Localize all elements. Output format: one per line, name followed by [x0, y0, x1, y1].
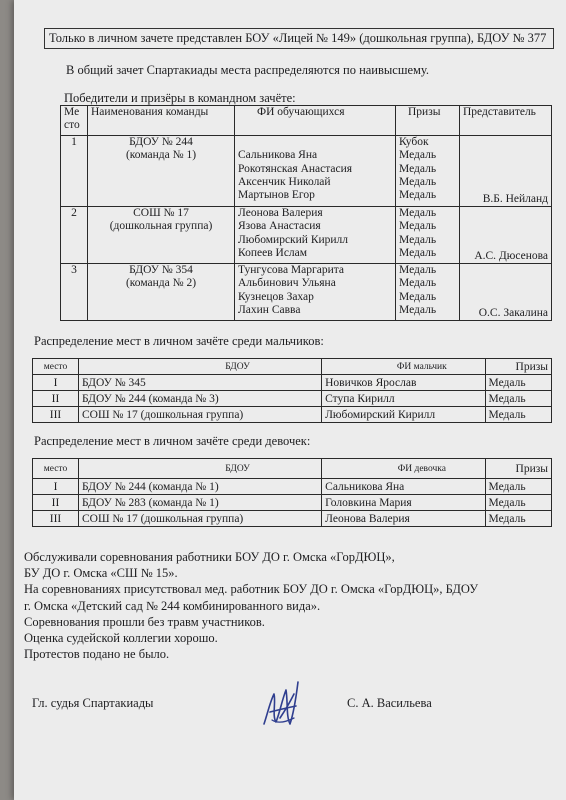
prizes: Медаль Медаль Медаль Медаль	[396, 207, 460, 264]
header-note: Только в личном зачете представлен БОУ «Лицей № 149» (дошкольная группа), БДОУ № 377	[49, 31, 547, 45]
team-results-table	[60, 105, 552, 321]
school: БДОУ № 244 (команда № 1)	[78, 479, 321, 495]
prize: Медаль	[485, 511, 551, 527]
header-students: ФИ обучающихся	[235, 106, 396, 136]
header-team: Наименования команды	[88, 106, 235, 136]
girl-name: Леонова Валерия	[322, 511, 485, 527]
closing-line: Оценка судейской коллегии хорошо.	[24, 631, 218, 646]
girls-results-table	[32, 458, 552, 527]
girl-name: Сальникова Яна	[322, 479, 485, 495]
boy-name: Новичков Ярослав	[322, 375, 485, 391]
closing-line: г. Омска «Детский сад № 244 комбинированного вида».	[24, 598, 321, 613]
place: I	[33, 375, 79, 391]
place: II	[33, 495, 79, 511]
header-school: БДОУ	[78, 459, 321, 479]
representative: В.Б. Нейланд	[460, 136, 552, 207]
girl-name: Головкина Мария	[322, 495, 485, 511]
table-row	[33, 495, 552, 511]
prize: Медаль	[485, 495, 551, 511]
prize: Медаль	[485, 391, 551, 407]
closing-line: Соревнования прошли без травм участников.	[24, 614, 265, 629]
header-prizes: Призы	[485, 359, 551, 375]
boys-table-header	[33, 359, 552, 375]
place: III	[33, 407, 79, 423]
prizes: Медаль Медаль Медаль Медаль	[396, 264, 460, 321]
header-place: место	[33, 459, 79, 479]
prize: Медаль	[485, 407, 551, 423]
closing-line: Протестов подано не было.	[24, 647, 170, 662]
school: СОШ № 17 (дошкольная группа)	[78, 511, 321, 527]
students: Сальникова Яна Рокотянская Анастасия Аксенчик Николай Мартынов Егор	[235, 136, 396, 207]
table-row	[61, 136, 552, 207]
representative: А.С. Дюсенова	[460, 207, 552, 264]
closing-line: На соревнованиях присутствовал мед. работник БОУ ДО г. Омска «ГорДЮЦ», БДОУ	[24, 582, 479, 597]
team-heading: Победители и призёры в командном зачёте:	[64, 91, 296, 105]
closing-line: Обслуживали соревнования работники БОУ ДО г. Омска «ГорДЮЦ»,	[24, 550, 395, 564]
boys-results-table	[32, 358, 552, 423]
handwritten-signature	[250, 672, 310, 732]
school: БДОУ № 283 (команда № 1)	[78, 495, 321, 511]
header-place: место	[33, 359, 79, 375]
representative: О.С. Закалина	[460, 264, 552, 321]
team-name: БДОУ № 354 (команда № 2)	[88, 264, 235, 321]
boys-heading: Распределение мест в личном зачёте среди мальчиков:	[34, 334, 324, 348]
prize: Медаль	[485, 375, 551, 391]
team-table-header	[61, 106, 552, 136]
intro-text: В общий зачет Спартакиады места распределяются по наивысшему.	[66, 63, 430, 77]
girls-table-header	[33, 459, 552, 479]
place: I	[33, 479, 79, 495]
closing-line: БУ ДО г. Омска «СШ № 15».	[24, 566, 178, 581]
boy-name: Ступа Кирилл	[322, 391, 485, 407]
place: 2	[61, 207, 88, 264]
judge-name: С. А. Васильева	[347, 696, 432, 710]
girls-heading: Распределение мест в личном зачёте среди девочек:	[34, 434, 311, 448]
header-prizes: Призы	[396, 106, 460, 136]
table-row	[33, 479, 552, 495]
prizes: Кубок Медаль Медаль Медаль Медаль	[396, 136, 460, 207]
team-name: СОШ № 17 (дошкольная группа)	[88, 207, 235, 264]
header-boy-name: ФИ мальчик	[322, 359, 485, 375]
header-note-box	[44, 28, 554, 49]
table-row	[33, 391, 552, 407]
judge-role: Гл. судья Спартакиады	[32, 696, 154, 710]
table-row	[61, 264, 552, 321]
place: II	[33, 391, 79, 407]
table-row	[33, 511, 552, 527]
header-rep: Представитель	[460, 106, 552, 136]
students: Тунгусова Маргарита Альбинович Ульяна Кузнецов Захар Лахин Савва	[235, 264, 396, 321]
table-row	[61, 207, 552, 264]
place: III	[33, 511, 79, 527]
students: Леонова Валерия Язова Анастасия Любомирский Кирилл Копеев Ислам	[235, 207, 396, 264]
team-name: БДОУ № 244 (команда № 1)	[88, 136, 235, 207]
table-row	[33, 375, 552, 391]
school: БДОУ № 244 (команда № 3)	[78, 391, 321, 407]
header-place: Ме сто	[61, 106, 88, 136]
header-prizes: Призы	[485, 459, 551, 479]
place: 3	[61, 264, 88, 321]
header-girl-name: ФИ девочка	[322, 459, 485, 479]
closing-notes	[24, 549, 478, 662]
table-row	[33, 407, 552, 423]
school: СОШ № 17 (дошкольная группа)	[78, 407, 321, 423]
school: БДОУ № 345	[78, 375, 321, 391]
prize: Медаль	[485, 479, 551, 495]
boy-name: Любомирский Кирилл	[322, 407, 485, 423]
header-school: БДОУ	[78, 359, 321, 375]
place: 1	[61, 136, 88, 207]
